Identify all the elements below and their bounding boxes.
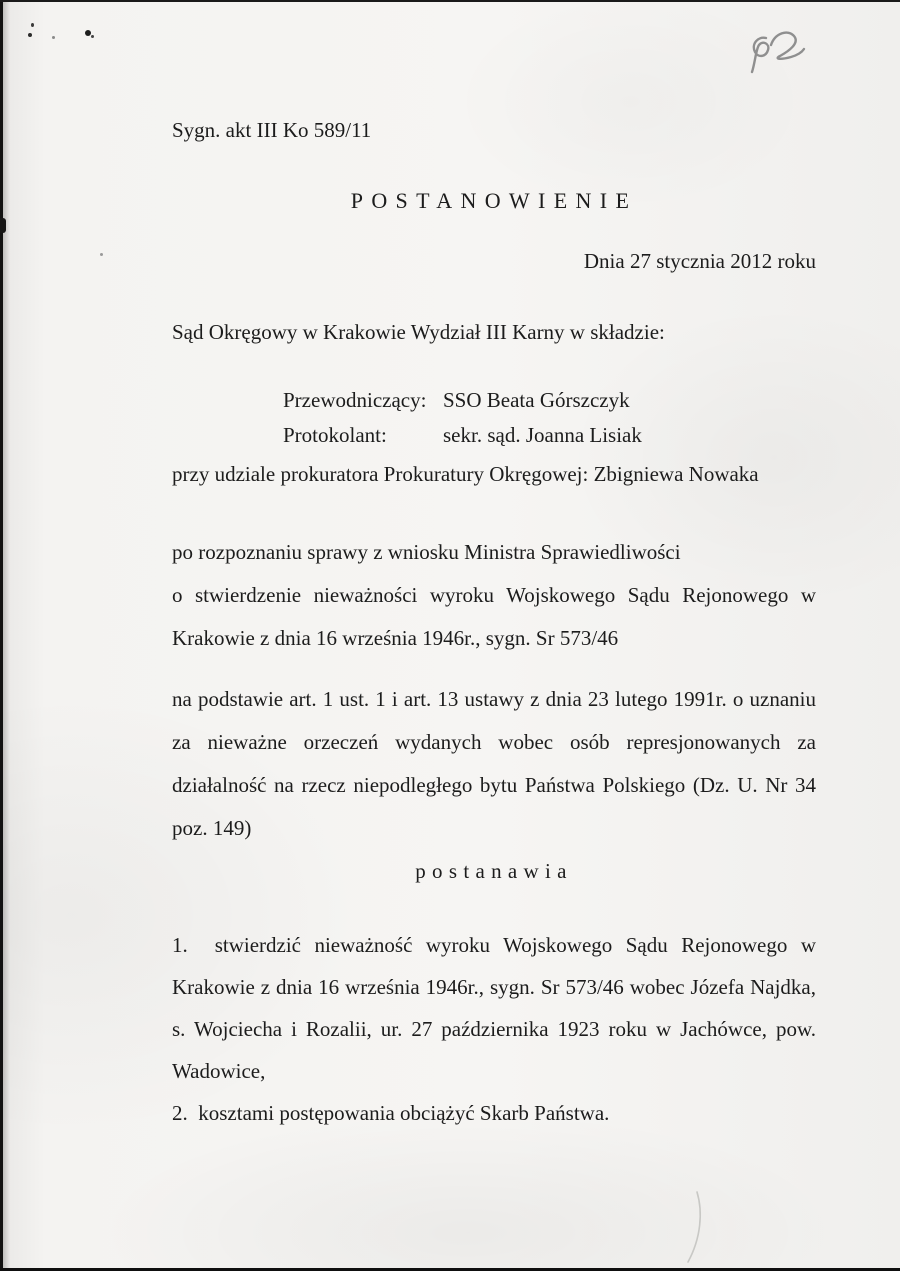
ink-speckle [28, 33, 32, 37]
ink-speckle [52, 36, 55, 39]
chairman-label: Przewodniczący: [283, 388, 427, 412]
text-line: 1. stwierdzić nieważność wyroku Wojskowego Sądu Rejonowego w [172, 933, 816, 957]
text-line: poz. 149) [172, 816, 252, 840]
ink-speckle [31, 23, 34, 27]
prosecutor-line: przy udziale prokuratora Prokuratury Okręgowej: Zbigniewa Nowaka [172, 462, 759, 486]
paragraph-legal-basis [172, 678, 816, 850]
court-panel [283, 383, 816, 453]
panel-row-clerk [283, 418, 816, 453]
text-line: za nieważne orzeczeń wydanych wobec osób represjonowanych za [172, 730, 816, 754]
scan-edge-top [0, 0, 900, 2]
faint-pencil-curve [675, 1190, 715, 1265]
text-line: Wadowice, [172, 1059, 266, 1083]
handwritten-pencil-mark [735, 20, 845, 90]
text-line: s. Wojciecha i Rozalii, ur. 27 października 1923 roku w Jachówce, pow. [172, 1017, 816, 1041]
text-line: Krakowie z dnia 16 września 1946r., sygn. Sr 573/46 wobec Józefa Najdka, [172, 975, 816, 999]
case-number: Sygn. akt III Ko 589/11 [172, 118, 372, 142]
ink-speckle [91, 35, 94, 38]
document-title: POSTANOWIENIE [350, 188, 638, 213]
scan-edge-artifact [0, 218, 6, 233]
court-line: Sąd Okręgowy w Krakowie Wydział III Karny w składzie: [172, 320, 665, 344]
text-line: po rozpoznaniu sprawy z wniosku Ministra Sprawiedliwości [172, 540, 681, 564]
panel-row-chairman [283, 383, 816, 418]
paragraph-request [172, 531, 816, 660]
text-line: działalność na rzecz niepodległego bytu Państwa Polskiego (Dz. U. Nr 34 [172, 773, 816, 797]
decision-heading: postanawia [415, 859, 573, 883]
decision-items [172, 924, 816, 1134]
text-line: 2. kosztami postępowania obciążyć Skarb Państwa. [172, 1101, 610, 1125]
ink-speckle [100, 253, 103, 256]
scan-edge-shadow [3, 0, 10, 1271]
clerk-label: Protokolant: [283, 423, 387, 447]
clerk-name: sekr. sąd. Joanna Lisiak [443, 423, 642, 447]
text-line: Krakowie z dnia 16 września 1946r., sygn. Sr 573/46 [172, 626, 619, 650]
text-line: na podstawie art. 1 ust. 1 i art. 13 ustawy z dnia 23 lutego 1991r. o uznaniu [172, 687, 816, 711]
date-line: Dnia 27 stycznia 2012 roku [583, 249, 816, 273]
chairman-name: SSO Beata Górszczyk [443, 388, 630, 412]
text-line: o stwierdzenie nieważności wyroku Wojskowego Sądu Rejonowego w [172, 583, 816, 607]
